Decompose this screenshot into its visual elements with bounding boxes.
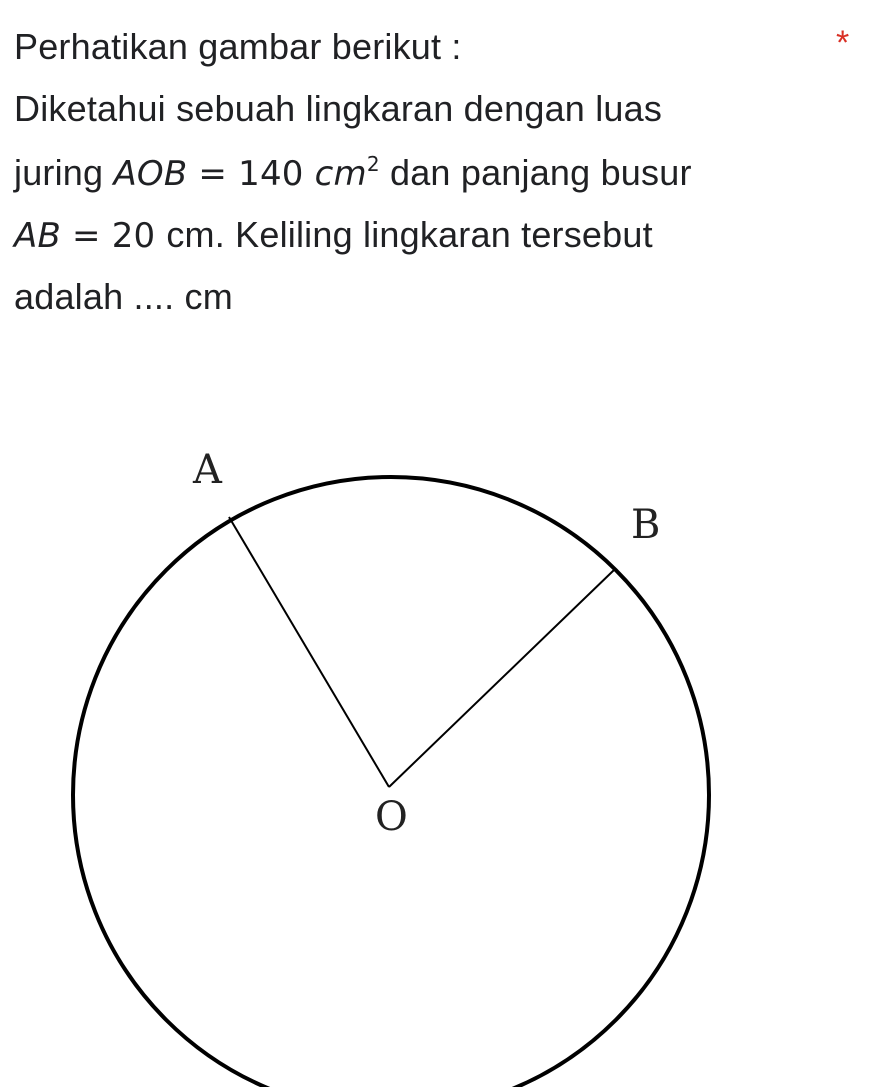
- question-text-line-4: [14, 214, 653, 256]
- line-4-suffix: . Keliling lingkaran tersebut: [214, 214, 653, 255]
- line-3-prefix: juring: [14, 152, 114, 193]
- line-3-suffix: dan panjang busur: [379, 152, 692, 193]
- circle-outline: [73, 477, 709, 1087]
- radius-oa: [229, 517, 389, 787]
- label-o: O: [375, 794, 408, 840]
- arc-length-unit: cm: [166, 214, 215, 255]
- question-text-line-2: Diketahui sebuah lingkaran dengan luas: [14, 88, 663, 129]
- math-arc-name: AB: [14, 216, 61, 256]
- radius-ob: [389, 570, 614, 787]
- question-title: Perhatikan gambar berikut :: [14, 26, 462, 67]
- label-b: B: [631, 502, 661, 548]
- math-area-exponent: 2: [366, 152, 380, 176]
- math-sector-area-value: = 140: [187, 154, 315, 194]
- math-arc-length-value: = 20: [60, 216, 167, 256]
- question-text-line-3: [14, 152, 692, 194]
- math-area-unit: cm: [314, 154, 367, 194]
- question-text-line-5: adalah .... cm: [14, 276, 233, 317]
- circle-figure: [0, 440, 887, 1087]
- math-sector-name: AOB: [113, 154, 188, 194]
- required-marker: *: [836, 24, 850, 62]
- label-a: A: [193, 447, 222, 493]
